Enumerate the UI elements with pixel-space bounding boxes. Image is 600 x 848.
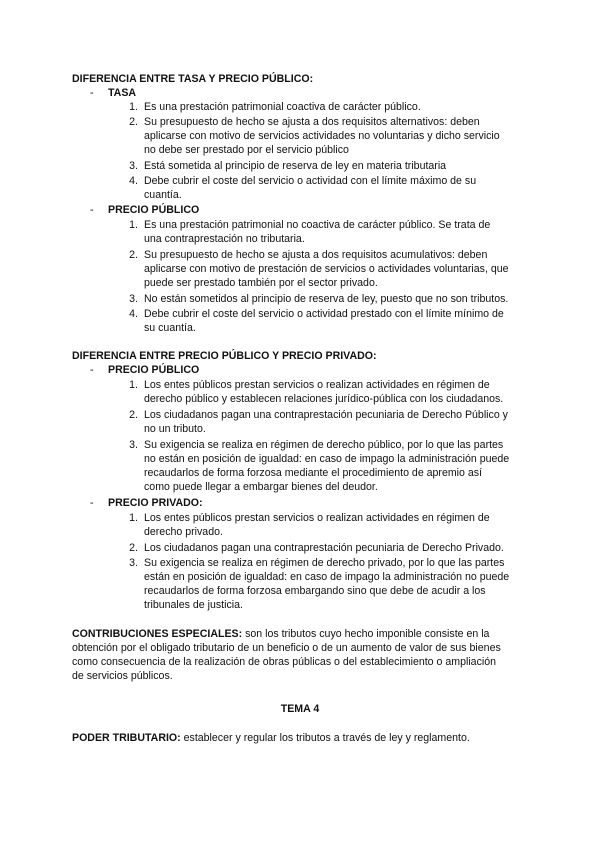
bullet-dash: - — [90, 204, 94, 216]
list-item-line: Su exigencia se realiza en régimen de derecho privado, por lo que las partes — [144, 557, 505, 569]
list-item-line: Su presupuesto de hecho se ajusta a dos requisitos alternativos: deben — [144, 116, 480, 128]
poder-tributario-line — [72, 732, 470, 745]
bullet-dash: - — [90, 364, 94, 376]
list-item-line: Su presupuesto de hecho se ajusta a dos requisitos acumulativos: deben — [144, 249, 488, 261]
bullet-dash: - — [90, 87, 94, 99]
list-item-line: aplicarse con motivo de servicios actividades no voluntarias y dicho servicio — [144, 130, 500, 142]
list-item-line: Debe cubrir el coste del servicio o actividad prestado con el límite mínimo de — [144, 308, 504, 320]
section-heading-tasa-vs-precio-publico: DIFERENCIA ENTRE TASA Y PRECIO PÚBLICO: — [72, 73, 314, 85]
list-number: 3. — [129, 160, 138, 172]
list-item-line: Los entes públicos prestan servicios o realizan actividades en régimen de — [144, 379, 490, 391]
list-item-line: cuantía. — [144, 189, 182, 201]
list-item-line: Los ciudadanos pagan una contraprestación pecuniaria de Derecho Público y — [144, 409, 508, 421]
list-item-line: Es una prestación patrimonial coactiva de carácter público. — [144, 101, 421, 113]
list-number: 2. — [129, 409, 138, 421]
contribuciones-paragraph-line — [72, 628, 489, 641]
list-item-line: no un tributo. — [144, 423, 206, 435]
list-number: 4. — [129, 308, 138, 320]
list-item-line: Está sometida al principio de reserva de ley en materia tributaria — [144, 160, 447, 172]
list-item-line: tribunales de justicia. — [144, 599, 243, 611]
list-number: 2. — [129, 542, 138, 554]
poder-tributario-text: establecer y regular los tributos a través de ley y reglamento. — [183, 732, 470, 744]
subheading-precio-publico: PRECIO PÚBLICO — [108, 364, 200, 376]
list-number: 1. — [129, 219, 138, 231]
list-item-line: derecho privado. — [144, 526, 223, 538]
list-number: 4. — [129, 175, 138, 187]
list-number: 3. — [129, 293, 138, 305]
subheading-precio-publico: PRECIO PÚBLICO — [108, 204, 200, 216]
subheading-precio-privado: PRECIO PRIVADO: — [108, 497, 203, 509]
list-number: 1. — [129, 101, 138, 113]
list-item-line: no están en posición de igualdad: en caso de impago la administración puede — [144, 453, 510, 465]
subheading-tasa: TASA — [108, 87, 137, 99]
list-item-line: su cuantía. — [144, 322, 196, 334]
list-number: 2. — [129, 116, 138, 128]
list-item-line: recaudarlos de forma forzosa embargando sino que debe de acudir a los — [144, 585, 486, 597]
list-item-line: como puede llegar a embargar bienes del deudor. — [144, 481, 378, 493]
list-item-line: recaudarlos de forma forzosa mediante el procedimiento de apremio así — [144, 467, 483, 479]
list-item-line: Los ciudadanos pagan una contraprestación pecuniaria de Derecho Privado. — [144, 542, 504, 554]
contribuciones-label: CONTRIBUCIONES ESPECIALES: — [72, 628, 243, 640]
list-item-line: Debe cubrir el coste del servicio o actividad con el límite máximo de su — [144, 175, 477, 187]
list-item-line: Los entes públicos prestan servicios o realizan actividades en régimen de — [144, 512, 490, 524]
tema-heading: TEMA 4 — [280, 703, 320, 715]
section-heading-precio-publico-vs-privado: DIFERENCIA ENTRE PRECIO PÚBLICO Y PRECIO PRIVADO: — [72, 350, 377, 362]
contribuciones-paragraph-line: como consecuencia de la realización de obras públicas o del establecimiento o ampliación — [72, 656, 496, 668]
contribuciones-paragraph-line: obtención por el obligado tributario de un beneficio o de un aumento de valor de sus bienes — [72, 642, 501, 654]
list-number: 1. — [129, 512, 138, 524]
list-number: 3. — [129, 557, 138, 569]
list-item-line: una contraprestación no tributaria. — [144, 233, 305, 245]
contribuciones-text: son los tributos cuyo hecho imponible consiste en la — [245, 628, 490, 640]
bullet-dash: - — [90, 497, 94, 509]
list-item-line: no debe ser prestado por el servicio público — [144, 144, 349, 156]
list-item-line: puede ser prestado también por el sector privado. — [144, 277, 378, 289]
poder-tributario-label: PODER TRIBUTARIO: — [72, 732, 181, 744]
list-item-line: Es una prestación patrimonial no coactiva de carácter público. Se trata de — [144, 219, 491, 231]
list-item-line: No están sometidos al principio de reserva de ley, puesto que no son tributos. — [144, 293, 509, 305]
list-number: 3. — [129, 439, 138, 451]
list-item-line: aplicarse con motivo de prestación de servicios o actividades voluntarias, que — [144, 263, 509, 275]
list-item-line: están en posición de igualdad: en caso de impago la administración no puede — [144, 571, 510, 583]
list-number: 2. — [129, 249, 138, 261]
list-item-line: Su exigencia se realiza en régimen de derecho público, por lo que las partes — [144, 439, 504, 451]
list-item-line: derecho público y establecen relaciones jurídico-pública con los ciudadanos. — [144, 393, 504, 405]
list-number: 1. — [129, 379, 138, 391]
contribuciones-paragraph-line: de servicios públicos. — [72, 670, 173, 682]
